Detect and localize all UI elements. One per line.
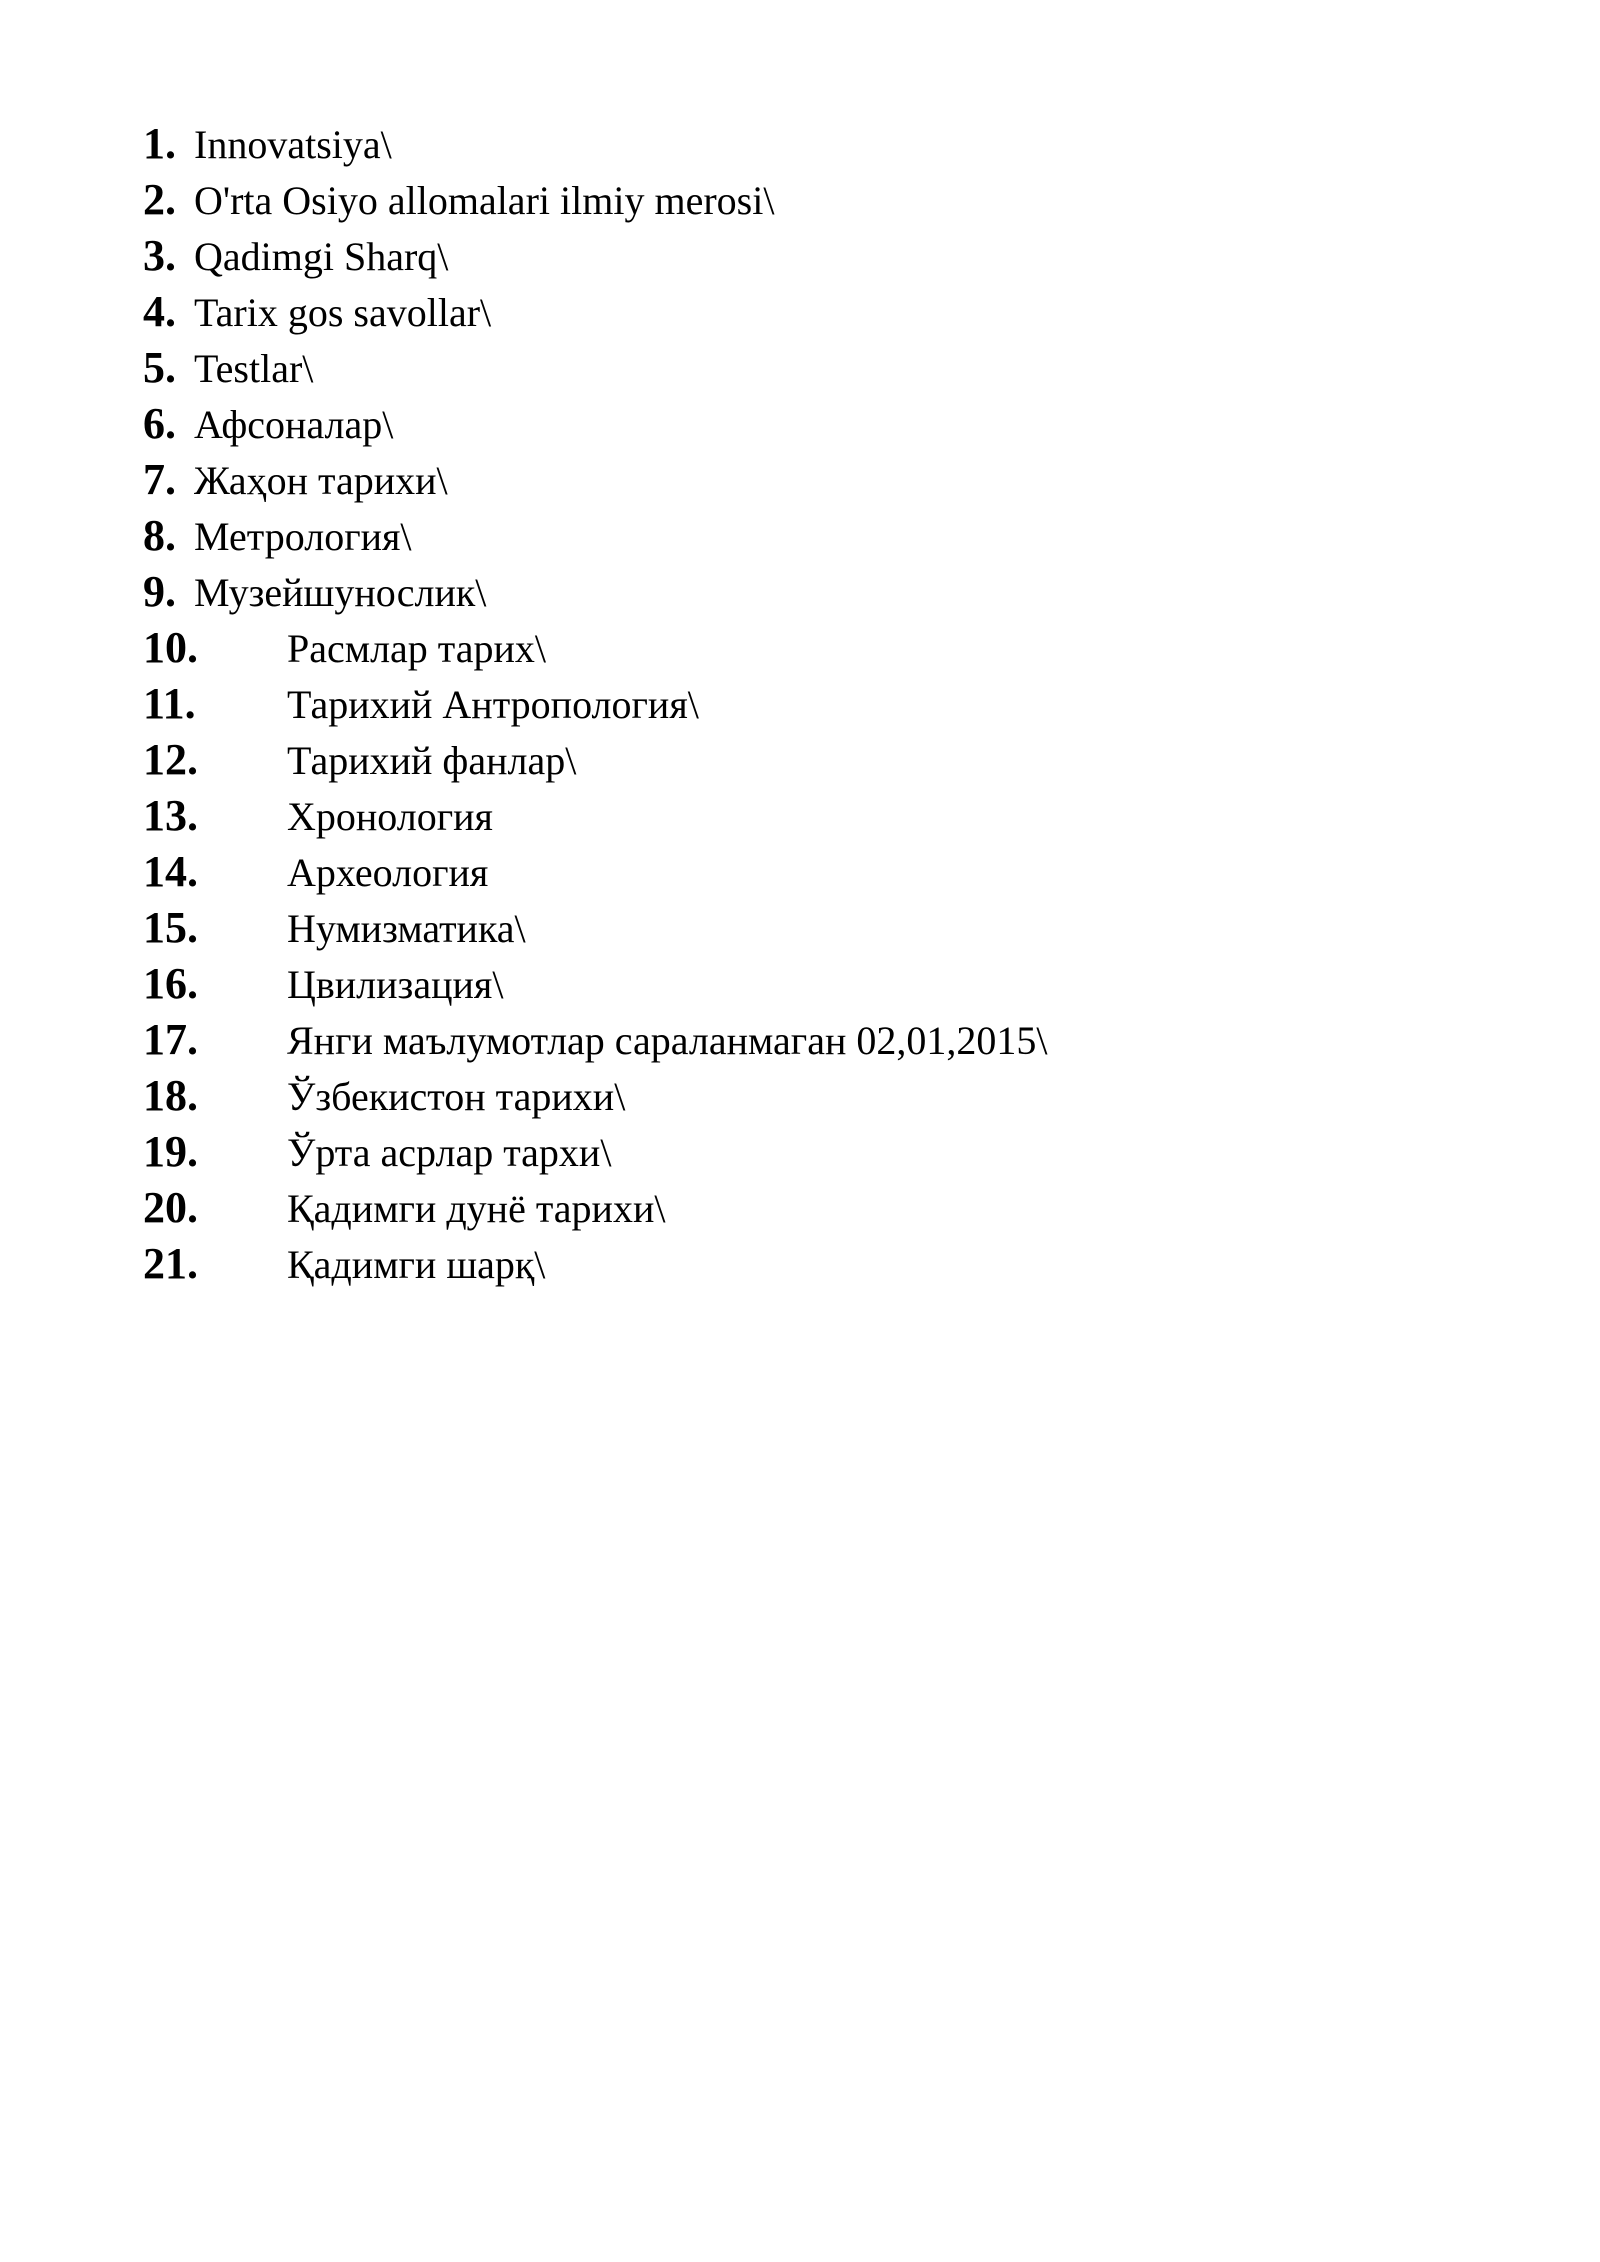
list-item-number: 2. xyxy=(143,175,176,224)
list-item-text: Тарихий фанлар\ xyxy=(287,738,577,783)
list-item-text: Нумизматика\ xyxy=(287,906,526,951)
list-item xyxy=(143,284,1048,340)
list-item-number: 9. xyxy=(143,567,176,616)
list-item xyxy=(143,788,1048,844)
list-item xyxy=(143,956,1048,1012)
list-item xyxy=(143,1124,1048,1180)
list-item-number: 17. xyxy=(143,1015,198,1064)
list-item-number: 18. xyxy=(143,1071,198,1120)
list-item xyxy=(143,508,1048,564)
list-item xyxy=(143,900,1048,956)
list-item-number: 6. xyxy=(143,399,176,448)
list-item-number: 10. xyxy=(143,623,198,672)
list-item-text: Tarix gos savollar\ xyxy=(194,290,492,335)
list-item-number: 14. xyxy=(143,847,198,896)
list-item xyxy=(143,340,1048,396)
list-item-text: Testlar\ xyxy=(194,346,314,391)
list-item xyxy=(143,564,1048,620)
list-item xyxy=(143,452,1048,508)
list-item xyxy=(143,172,1048,228)
list-item-text: Qadimgi Sharq\ xyxy=(194,234,449,279)
list-item-text: O'rta Osiyo allomalari ilmiy merosi\ xyxy=(194,178,775,223)
list-item-number: 20. xyxy=(143,1183,198,1232)
list-item-text: Афсоналар\ xyxy=(194,402,394,447)
list-item-text: Археология xyxy=(287,850,489,895)
list-item-number: 3. xyxy=(143,231,176,280)
list-item-number: 21. xyxy=(143,1239,198,1288)
list-item-text: Метрология\ xyxy=(194,514,412,559)
list-item-number: 16. xyxy=(143,959,198,1008)
list-item-text: Янги маълумотлар сараланмаган 02,01,2015\ xyxy=(287,1018,1048,1063)
list-item-number: 8. xyxy=(143,511,176,560)
list-item-text: Innovatsiya\ xyxy=(194,122,392,167)
list-item-number: 13. xyxy=(143,791,198,840)
list-item xyxy=(143,1180,1048,1236)
list-item-text: Ўрта асрлар тархи\ xyxy=(287,1130,612,1175)
list-item-number: 7. xyxy=(143,455,176,504)
list-item-number: 4. xyxy=(143,287,176,336)
list-item xyxy=(143,844,1048,900)
list-item-number: 5. xyxy=(143,343,176,392)
list-item-text: Қадимги шарқ\ xyxy=(287,1242,546,1287)
list-item xyxy=(143,396,1048,452)
list-item xyxy=(143,228,1048,284)
list-item-number: 15. xyxy=(143,903,198,952)
list-item-number: 1. xyxy=(143,119,176,168)
list-item-text: Жаҳон тарихи\ xyxy=(194,458,448,503)
list-item-number: 19. xyxy=(143,1127,198,1176)
list-item-text: Цвилизация\ xyxy=(287,962,504,1007)
list-item-text: Музейшунослик\ xyxy=(194,570,487,615)
list-item-number: 11. xyxy=(143,679,196,728)
list-item-text: Тарихий Антропология\ xyxy=(287,682,699,727)
list-item-text: Ўзбекистон тарихи\ xyxy=(287,1074,626,1119)
list-item xyxy=(143,1068,1048,1124)
list-item-text: Хронология xyxy=(287,794,493,839)
list-item xyxy=(143,1012,1048,1068)
list-item xyxy=(143,676,1048,732)
folder-list xyxy=(143,116,1048,1292)
list-item xyxy=(143,620,1048,676)
list-item xyxy=(143,732,1048,788)
list-item-number: 12. xyxy=(143,735,198,784)
list-item xyxy=(143,1236,1048,1292)
list-item-text: Расмлар тарих\ xyxy=(287,626,547,671)
list-item xyxy=(143,116,1048,172)
list-item-text: Қадимги дунё тарихи\ xyxy=(287,1186,666,1231)
